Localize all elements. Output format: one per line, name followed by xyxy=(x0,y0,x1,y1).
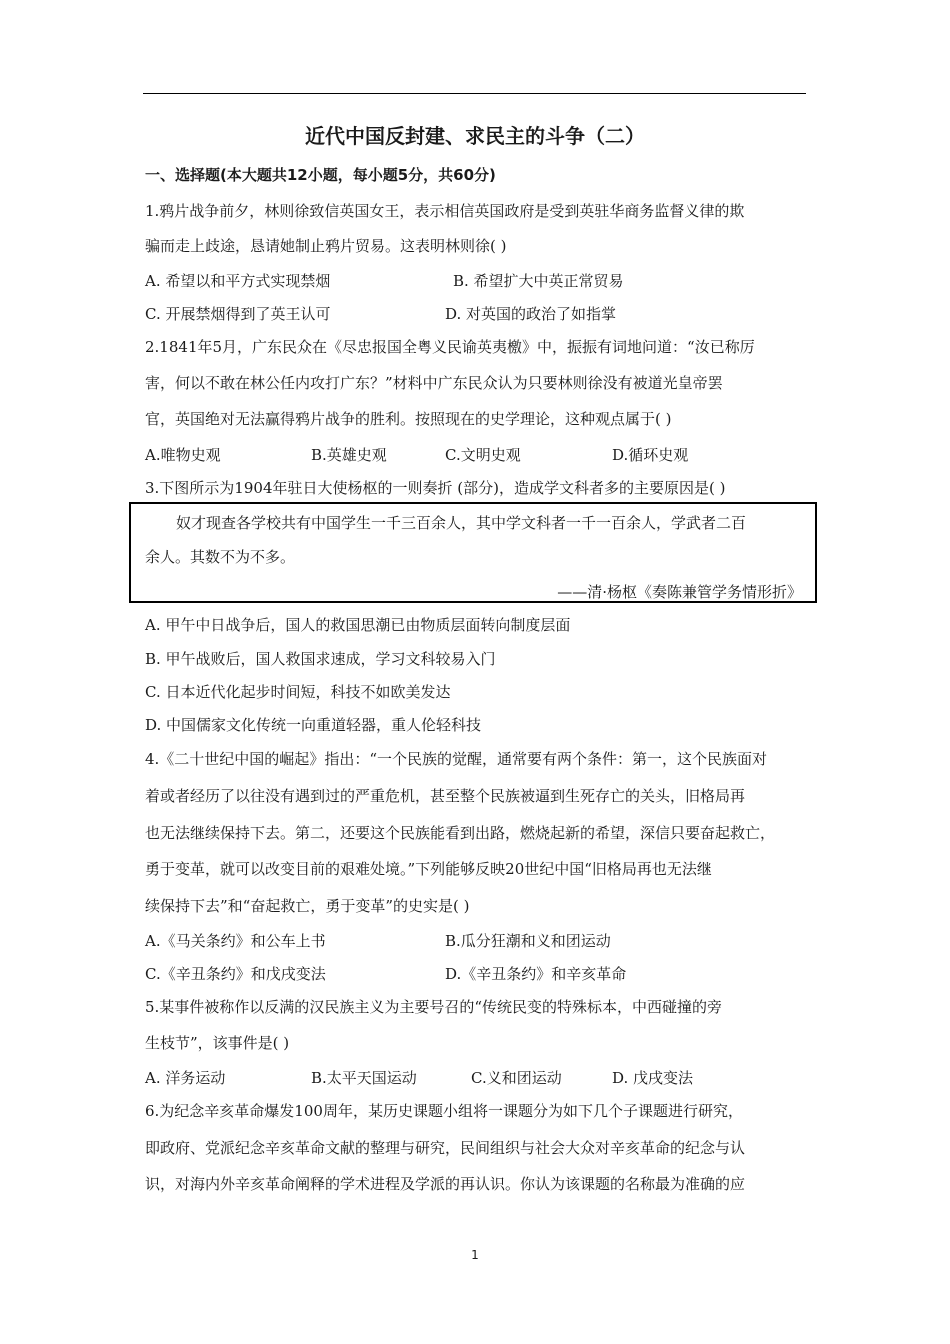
q3-option-a: A. 甲午中日战争后，国人的救国思潮已由物质层面转向制度层面 xyxy=(145,616,571,634)
q1-option-b: B. 希望扩大中英正常贸易 xyxy=(453,272,624,290)
q5-option-b: B.太平天国运动 xyxy=(311,1069,417,1087)
q1-option-c: C. 开展禁烟得到了英王认可 xyxy=(145,305,331,323)
q4-stem-line: 续保持下去”和“奋起救亡，勇于变革”的史实是( ) xyxy=(145,897,470,915)
quote-source: ——清·杨枢《奏陈兼管学务情形折》 xyxy=(557,583,802,601)
q5-stem-line: 生枝节”，该事件是( ) xyxy=(145,1034,290,1052)
q2-stem-line: 害，何以不敢在林公任内攻打广东？”材料中广东民众认为只要林则徐没有被道光皇帝罢 xyxy=(145,374,723,392)
q4-stem-line: 勇于变革，就可以改变目前的艰难处境。”下列能够反映20世纪中国“旧格局再也无法继 xyxy=(145,860,712,878)
q3-option-b: B. 甲午战败后，国人救国求速成，学习文科较易入门 xyxy=(145,650,496,668)
q6-stem-line: 即政府、党派纪念辛亥革命文献的整理与研究，民间组织与社会大众对辛亥革命的纪念与认 xyxy=(145,1139,746,1157)
q3-stem-line: 3.下图所示为1904年驻日大使杨枢的一则奏折 (部分)，造成学文科者多的主要原因是( ) xyxy=(145,479,726,497)
q3-option-c: C. 日本近代化起步时间短，科技不如欧美发达 xyxy=(145,683,451,701)
document-title: 近代中国反封建、求民主的斗争（二） xyxy=(305,124,645,148)
q4-stem-line: 着或者经历了以往没有遇到过的严重危机，甚至整个民族被逼到生死存亡的关头，旧格局再 xyxy=(145,787,746,805)
q1-option-a: A. 希望以和平方式实现禁烟 xyxy=(145,272,331,290)
q2-option-c: C.文明史观 xyxy=(445,446,521,464)
q1-option-d: D. 对英国的政治了如指掌 xyxy=(445,305,617,323)
q2-option-b: B.英雄史观 xyxy=(311,446,387,464)
q2-option-d: D.循环史观 xyxy=(612,446,689,464)
q4-stem-line: 也无法继续保持下去。第二，还要这个民族能看到出路，燃烧起新的希望，深信只要奋起救亡， xyxy=(145,824,776,842)
page-number: 1 xyxy=(471,1248,479,1262)
q2-stem-line: 2.1841年5月，广东民众在《尽忠报国全粤义民谕英夷檄》中，振振有词地问道：“汝已称厉 xyxy=(145,338,755,356)
q5-option-d: D. 戊戌变法 xyxy=(612,1069,694,1087)
q5-option-a: A. 洋务运动 xyxy=(145,1069,226,1087)
q1-stem-line: 骗而走上歧途，恳请她制止鸦片贸易。这表明林则徐( ) xyxy=(145,237,507,255)
header-rule xyxy=(143,93,806,94)
q3-option-d: D. 中国儒家文化传统一向重道轻器，重人伦轻科技 xyxy=(145,716,482,734)
q2-stem-line: 官，英国绝对无法赢得鸦片战争的胜利。按照现在的史学理论，这种观点属于( ) xyxy=(145,410,672,428)
q4-option-c: C.《辛丑条约》和戊戌变法 xyxy=(145,965,326,983)
q4-option-d: D.《辛丑条约》和辛亥革命 xyxy=(445,965,627,983)
q4-option-a: A.《马关条约》和公车上书 xyxy=(145,932,326,950)
q5-option-c: C.义和团运动 xyxy=(471,1069,562,1087)
q1-stem-line: 1.鸦片战争前夕，林则徐致信英国女王，表示相信英国政府是受到英驻华商务监督义律的欺 xyxy=(145,202,745,220)
section-header: 一、选择题(本大题共12小题，每小题5分，共60分) xyxy=(145,166,496,184)
q2-option-a: A.唯物史观 xyxy=(145,446,221,464)
quote-line: 余人。其数不为不多。 xyxy=(145,548,296,566)
q6-stem-line: 6.为纪念辛亥革命爆发100周年，某历史课题小组将一课题分为如下几个子课题进行研究， xyxy=(145,1102,743,1120)
q6-stem-line: 识，对海内外辛亥革命阐释的学术进程及学派的再认识。你认为该课题的名称最为准确的应 xyxy=(145,1175,746,1193)
q4-stem-line: 4.《二十世纪中国的崛起》指出：“一个民族的觉醒，通常要有两个条件：第一，这个民族面对 xyxy=(145,750,767,768)
q4-option-b: B.瓜分狂潮和义和团运动 xyxy=(445,932,611,950)
q5-stem-line: 5.某事件被称作以反满的汉民族主义为主要号召的“传统民变的特殊标本，中西碰撞的旁 xyxy=(145,998,722,1016)
quote-line: 奴才现查各学校共有中国学生一千三百余人，其中学文科者一千一百余人，学武者二百 xyxy=(176,514,747,532)
